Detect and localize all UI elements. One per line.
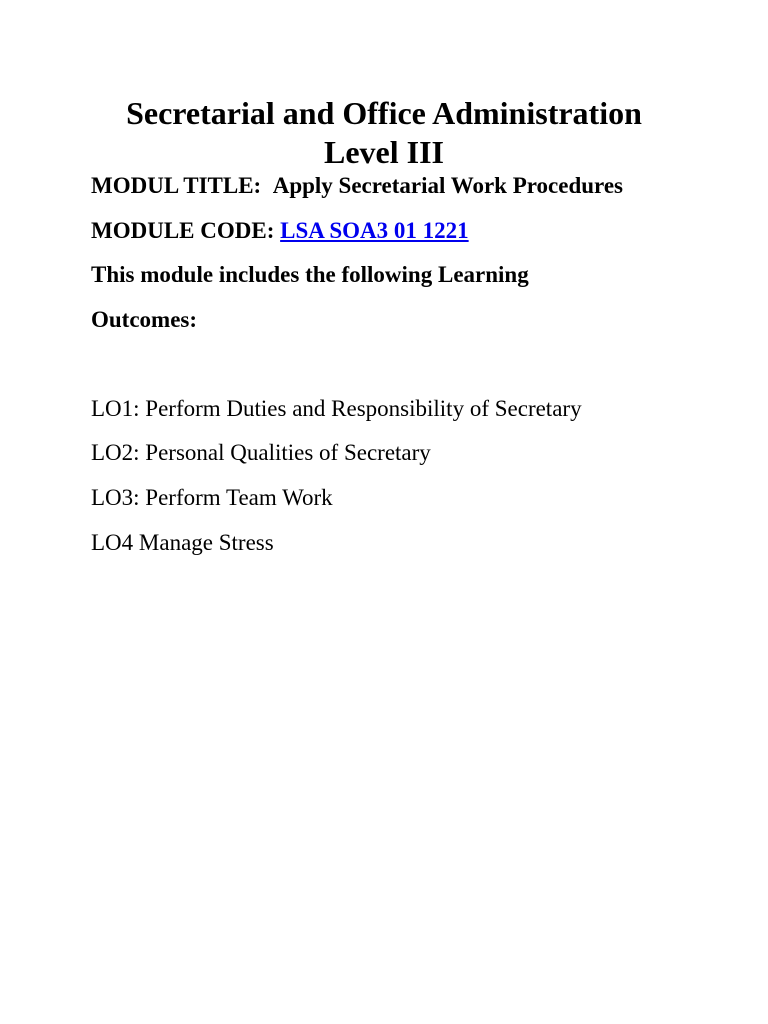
- learning-outcome-item: LO1: Perform Duties and Responsibility of Secretary: [91, 396, 582, 421]
- module-title-line: [91, 172, 623, 200]
- learning-outcomes-intro-line-1: This module includes the following Learning: [91, 262, 529, 287]
- learning-outcome-item: LO2: Personal Qualities of Secretary: [91, 440, 431, 465]
- learning-outcomes-intro-line-2: Outcomes:: [91, 307, 198, 332]
- module-code-label: MODULE CODE:: [91, 218, 275, 243]
- module-code-link[interactable]: LSA SOA3 01 1221: [280, 218, 469, 243]
- learning-outcome-item: LO3: Perform Team Work: [91, 485, 333, 510]
- module-title-label: MODUL TITLE:: [91, 173, 262, 198]
- module-code-line: [91, 217, 469, 245]
- document-title-line-1: Secretarial and Office Administration: [126, 95, 642, 131]
- learning-outcome-item: LO4 Manage Stress: [91, 530, 274, 555]
- document-title-line-2: Level III: [324, 134, 444, 170]
- module-title-value: Apply Secretarial Work Procedures: [272, 173, 624, 198]
